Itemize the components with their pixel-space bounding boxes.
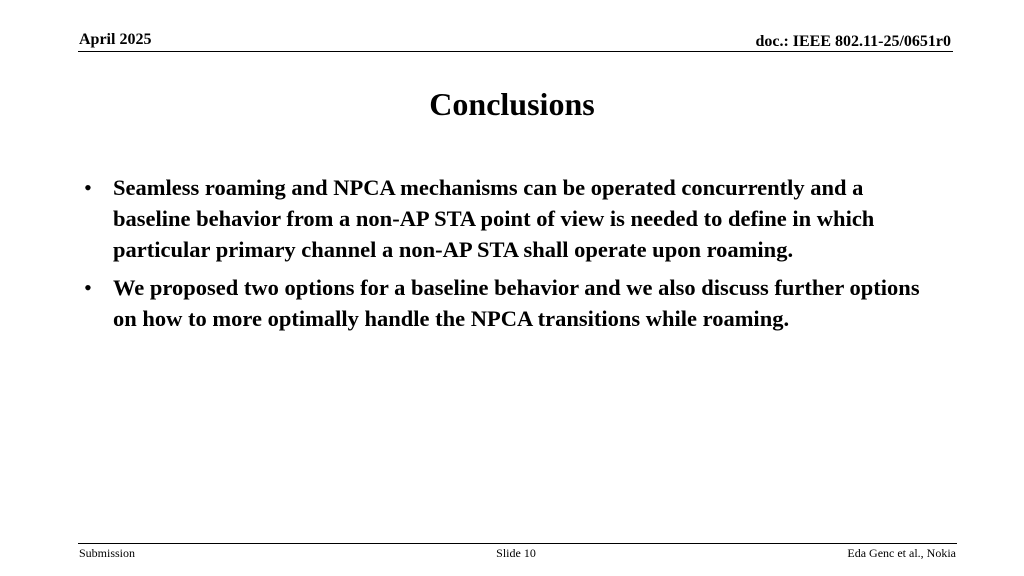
header-doc-id: doc.: IEEE 802.11-25/0651r0 [755,33,951,50]
bullet-item [80,272,920,334]
bullet-list [80,172,920,341]
bullet-dot-icon: • [84,175,92,200]
header-date: April 2025 [79,31,152,48]
footer-authors: Eda Genc et al., Nokia [847,546,956,560]
slide-title: Conclusions [429,86,595,122]
footer-divider [78,543,957,544]
bullet-text: We proposed two options for a baseline behavior and we also discuss further options on how to more optimally handle the NPCA transitions while roaming. [113,275,920,331]
header-divider [78,51,953,52]
bullet-dot-icon: • [84,275,92,300]
footer-slide-number: Slide 10 [496,546,536,560]
bullet-item [80,172,920,265]
footer-submission: Submission [79,546,136,560]
bullet-text: Seamless roaming and NPCA mechanisms can be operated concurrently and a baseline behavior from a non-AP STA point of view is needed to define in which particular primary channel a non-AP STA shall operate upon roaming. [113,175,875,262]
